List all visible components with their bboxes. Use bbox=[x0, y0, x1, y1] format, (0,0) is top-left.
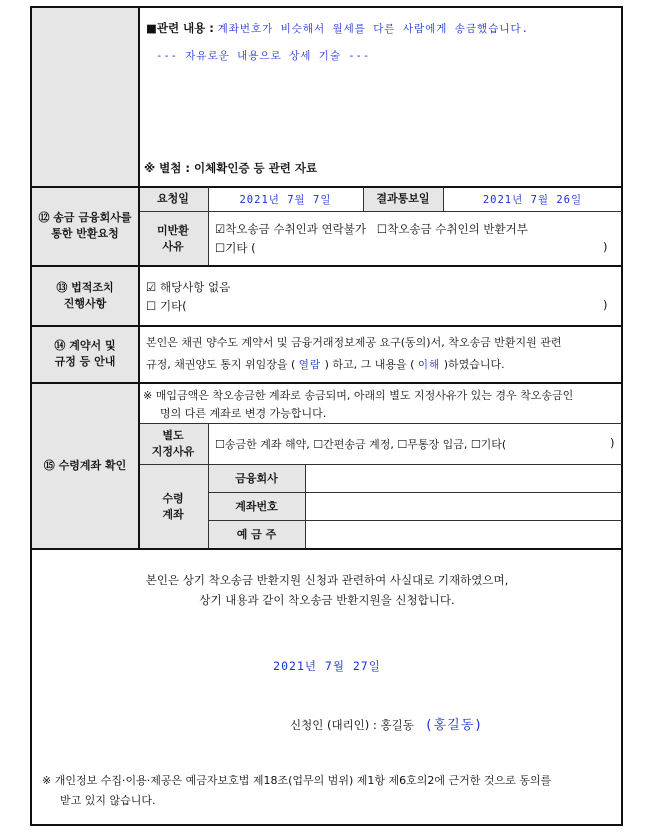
bank-label: 금융회사 bbox=[235, 471, 278, 485]
agreement-text-part-b: ) 하고, 그 내용을 ( bbox=[324, 358, 415, 371]
section12-title bbox=[32, 187, 138, 265]
applicant-label: 신청인 (대리인) : bbox=[290, 718, 377, 732]
option-other-close: ) bbox=[603, 240, 608, 254]
account-label-line2: 계좌 bbox=[162, 507, 184, 521]
section13-title bbox=[32, 266, 138, 325]
label-column-top bbox=[32, 8, 138, 186]
account-number-input[interactable] bbox=[306, 493, 622, 520]
account-holder-label: 예 금 주 bbox=[236, 527, 277, 541]
related-content-line bbox=[146, 20, 529, 36]
option-return-refused[interactable]: ☐착오송금 수취인의 반환거부 bbox=[376, 222, 528, 236]
reason-label bbox=[138, 424, 208, 464]
section14-title-line1: ⑭ 계약서 및 bbox=[54, 339, 116, 352]
agreement-text-line2 bbox=[146, 356, 505, 372]
section12-title-line2: 통한 반환요청 bbox=[51, 227, 119, 240]
reason-label-line2: 지정사유 bbox=[151, 445, 195, 458]
rule bbox=[138, 423, 622, 424]
attachment-note: ※ 별첨 : 이체확인증 등 관련 자료 bbox=[144, 161, 318, 175]
rule bbox=[32, 548, 622, 550]
section14-title bbox=[32, 326, 138, 382]
request-date-value: 2021년 7월 7일 bbox=[239, 193, 332, 206]
agreement-text-part-c: )하였습니다. bbox=[443, 358, 505, 371]
nonreturn-label-line1: 미반환 bbox=[157, 223, 189, 237]
account-note-line1: ※ 매입금액은 착오송금한 계좌로 송금되며, 아래의 별도 지정사유가 있는 경우 착오송금인 bbox=[143, 389, 574, 402]
request-date-label: 요청일 bbox=[157, 192, 189, 205]
related-text: 계좌번호가 비슷해서 월세를 다른 사람에게 송금했습니다. bbox=[217, 23, 529, 35]
legal-option-other-close: ) bbox=[603, 298, 608, 312]
option-other[interactable]: ☐기타 ( bbox=[215, 241, 256, 255]
applicant-line bbox=[290, 714, 483, 733]
section14-title-line2: 규정 등 안내 bbox=[54, 355, 116, 368]
reason-options[interactable]: ☐송금한 계좌 해약, ☐간편송금 계정, ☐무통장 입금, ☐기타( bbox=[215, 438, 507, 451]
bank-input[interactable] bbox=[306, 465, 622, 492]
account-label-line1: 수령 bbox=[162, 491, 184, 505]
reason-label-line1: 별도 bbox=[162, 429, 184, 442]
section13-title-line2: 진행사항 bbox=[63, 296, 107, 310]
account-note-line2: 명의 다른 계좌로 변경 가능합니다. bbox=[160, 407, 327, 420]
section15-title: ⑮ 수령계좌 확인 bbox=[43, 458, 127, 472]
agreement-text-line1: 본인은 채권 양수도 계약서 및 금융거래정보제공 요구(동의)서, 착오송금 반환지원 관련 bbox=[146, 336, 562, 349]
account-holder-input[interactable] bbox=[306, 521, 622, 548]
free-text-hint: --- 자유로운 내용으로 상세 기술 --- bbox=[156, 50, 371, 62]
section13-title-line1: ⑬ 법적조치 bbox=[56, 280, 114, 294]
nonreturn-reason-label bbox=[138, 212, 208, 265]
privacy-note-line2: 받고 있지 않습니다. bbox=[60, 794, 156, 807]
account-number-label: 계좌번호 bbox=[235, 499, 278, 513]
agreement-text-part-a: 규정, 채권양도 통지 위임장을 ( bbox=[146, 358, 296, 371]
reason-options-close: ) bbox=[610, 436, 615, 450]
privacy-note-line1: ※ 개인정보 수집·이용·제공은 예금자보호법 제18조(업무의 범위) 제1항 제6호의2에 근거한 것으로 동의를 bbox=[42, 774, 552, 787]
declaration-line2: 상기 내용과 같이 착오송금 반환지원을 신청합니다. bbox=[199, 593, 455, 607]
viewed-mark: 열람 bbox=[298, 359, 322, 371]
legal-option-other[interactable]: ☐ 기타( bbox=[146, 299, 187, 313]
applicant-signature: (홍길동) bbox=[424, 718, 484, 733]
section12-title-line1: ⑫ 송금 금융회사를 bbox=[38, 211, 132, 224]
nonreturn-label-line2: 사유 bbox=[162, 239, 184, 253]
declaration-line1: 본인은 상기 착오송금 반환지원 신청과 관련하여 사실대로 기재하였으며, bbox=[145, 573, 509, 587]
declaration-date: 2021년 7월 27일 bbox=[273, 659, 381, 673]
result-date-label: 결과통보일 bbox=[376, 192, 430, 205]
applicant-name: 홍길동 bbox=[380, 718, 414, 732]
result-date-value: 2021년 7월 26일 bbox=[482, 193, 583, 206]
nonreturn-options-line1 bbox=[215, 221, 528, 237]
rule bbox=[138, 211, 622, 212]
option-not-applicable[interactable]: ☑ 해당사항 없음 bbox=[146, 280, 231, 294]
related-label: ■관련 내용 : bbox=[146, 21, 214, 35]
option-contact-unavailable[interactable]: ☑착오송금 수취인과 연락불가 bbox=[215, 222, 366, 236]
receiving-account-label bbox=[138, 465, 208, 548]
understood-mark: 이해 bbox=[417, 359, 441, 371]
